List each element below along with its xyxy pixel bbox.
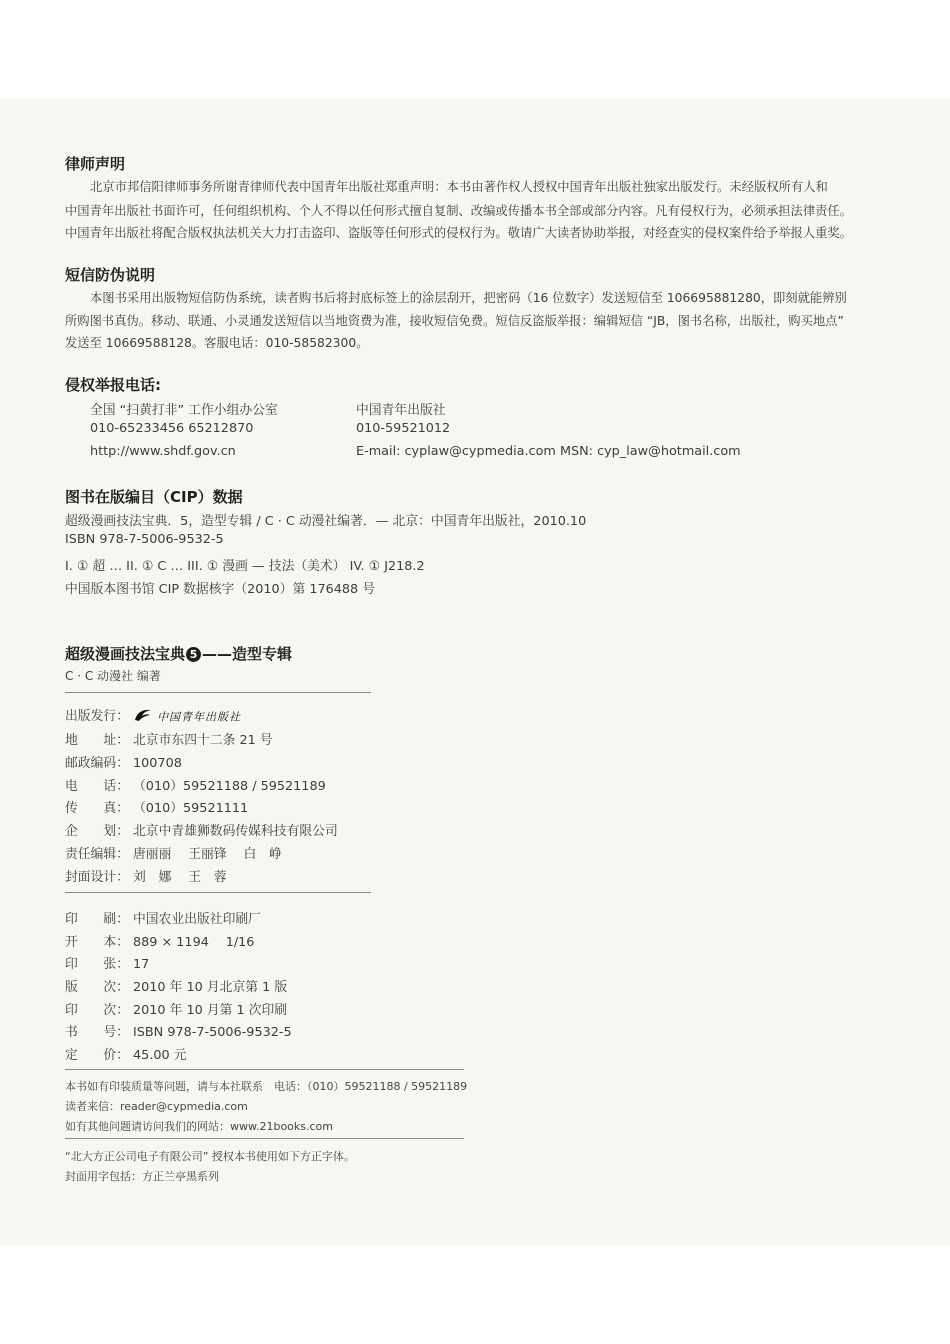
printing-row (65, 976, 287, 995)
book-author: C · C 动漫社 编著 (65, 669, 161, 683)
cip-line: I. ① 超 … II. ① C … III. ① 漫画 — 技法（美术） IV. ① J218.2 (65, 559, 425, 574)
publisher-logo-icon (133, 708, 153, 726)
row-value: 2010 年 10 月北京第 1 版 (133, 980, 288, 995)
publisher-row (65, 843, 282, 862)
row-label: 电 话： (65, 779, 129, 794)
row-label: 开 本： (65, 935, 129, 950)
contact-line: 读者来信：reader@cypmedia.com (65, 1100, 248, 1113)
lawyer-heading: 律师声明 (65, 155, 126, 173)
row-value: 100708 (133, 756, 182, 771)
divider (65, 1069, 464, 1070)
cip-line: 超级漫画技法宝典．5，造型专辑 / C · C 动漫社编著．— 北京：中国青年出版社，2010.10 (65, 514, 587, 529)
lawyer-line: 中国青年出版社书面许可，任何组织机构、个人不得以任何形式擅自复制、改编或传播本书全部或部分内容。凡有侵权行为，必须承担法律责任。 (65, 204, 853, 218)
divider (65, 892, 371, 893)
divider (65, 1138, 464, 1139)
row-label: 书 号： (65, 1025, 129, 1040)
row-value: 2010 年 10 月第 1 次印刷 (133, 1003, 288, 1018)
row-label: 责任编辑： (65, 847, 129, 862)
report-left-line: http://www.shdf.gov.cn (90, 444, 236, 459)
report-right-line: 中国青年出版社 (356, 403, 446, 418)
row-label: 版 次： (65, 980, 129, 995)
publisher-row (65, 752, 182, 771)
row-label: 封面设计： (65, 870, 129, 885)
row-label: 印 次： (65, 1003, 129, 1018)
row-label: 定 价： (65, 1048, 129, 1063)
row-value: 北京中青雄狮数码传媒科技有限公司 (133, 824, 338, 839)
sms-line: 所购图书真伪。移动、联通、小灵通发送短信以当地资费为准，接收短信免费。短信反盗版举报：编辑短信 “JB，图书名称，出版社，购买地点” (65, 314, 844, 328)
printing-row (65, 908, 261, 927)
report-right-line: E-mail: cyplaw@cypmedia.com MSN: cyp_law@hotmail.com (356, 444, 741, 459)
row-value: 17 (133, 957, 150, 972)
printing-row (65, 953, 149, 972)
contact-line: 如有其他问题请访问我们的网站：www.21books.com (65, 1120, 334, 1133)
row-value: 中国农业出版社印刷厂 (133, 912, 261, 927)
font-note-line: 封面用字包括：方正兰亭黑系列 (65, 1170, 219, 1183)
publisher-label: 出版发行： (65, 709, 129, 724)
report-left-line: 010-65233456 65212870 (90, 421, 254, 436)
book-title-sub: ——造型专辑 (202, 645, 293, 663)
row-label: 印 张： (65, 957, 129, 972)
cip-line: ISBN 978-7-5006-9532-5 (65, 532, 224, 547)
volume-number-badge: 5 (186, 647, 201, 662)
sms-heading: 短信防伪说明 (65, 266, 156, 284)
publisher-row (65, 705, 241, 726)
row-label: 传 真： (65, 801, 129, 816)
book-title-main: 超级漫画技法宝典 (65, 645, 186, 663)
row-label: 邮政编码： (65, 756, 129, 771)
row-label: 地 址： (65, 733, 129, 748)
row-value: （010）59521188 / 59521189 (133, 779, 326, 794)
font-note-line: “北大方正公司电子有限公司” 授权本书使用如下方正字体。 (65, 1150, 355, 1163)
lawyer-line: 中国青年出版社将配合版权执法机关大力打击盗印、盗版等任何形式的侵权行为。敬请广大读者协助举报，对经查实的侵权案件给予举报人重奖。 (65, 226, 853, 240)
publisher-row (65, 729, 273, 748)
publisher-logo-text: 中国青年出版社 (157, 710, 242, 724)
book-title (65, 643, 292, 664)
printing-row (65, 1044, 187, 1063)
cip-line: 中国版本图书馆 CIP 数据核字（2010）第 176488 号 (65, 582, 376, 597)
contact-line: 本书如有印装质量等问题，请与本社联系 电话：（010）59521188 / 59521189 (65, 1080, 468, 1093)
report-right-line: 010-59521012 (356, 421, 451, 436)
row-value: 45.00 元 (133, 1048, 187, 1063)
printing-row (65, 999, 287, 1018)
row-value: （010）59521111 (133, 801, 249, 816)
sms-line: 本图书采用出版物短信防伪系统，读者购书后将封底标签上的涂层刮开，把密码（16 位数字）发送短信至 106695881280，即刻就能辨别 (90, 291, 847, 305)
report-heading: 侵权举报电话: (65, 376, 161, 394)
row-value: 刘 娜 王 蓉 (133, 870, 227, 885)
row-value: 889 × 1194 1/16 (133, 935, 255, 950)
row-label: 企 划： (65, 824, 129, 839)
row-value: 唐丽丽 王丽锋 白 峥 (133, 847, 282, 862)
lawyer-line: 北京市邦信阳律师事务所谢青律师代表中国青年出版社郑重声明：本书由著作权人授权中国青年出版社独家出版发行。未经版权所有人和 (90, 180, 828, 194)
divider (65, 692, 371, 693)
row-value: 北京市东四十二条 21 号 (133, 733, 273, 748)
sms-line: 发送至 10669588128。客服电话：010-58582300。 (65, 336, 369, 350)
publisher-row (65, 797, 248, 816)
cip-heading: 图书在版编目（CIP）数据 (65, 488, 243, 506)
publisher-row (65, 866, 227, 885)
printing-row (65, 1021, 292, 1040)
publisher-row (65, 775, 326, 794)
row-label: 印 刷： (65, 912, 129, 927)
publisher-row (65, 820, 338, 839)
row-value: ISBN 978-7-5006-9532-5 (133, 1025, 292, 1040)
printing-row (65, 931, 254, 950)
report-left-line: 全国 “扫黄打非” 工作小组办公室 (90, 403, 278, 418)
